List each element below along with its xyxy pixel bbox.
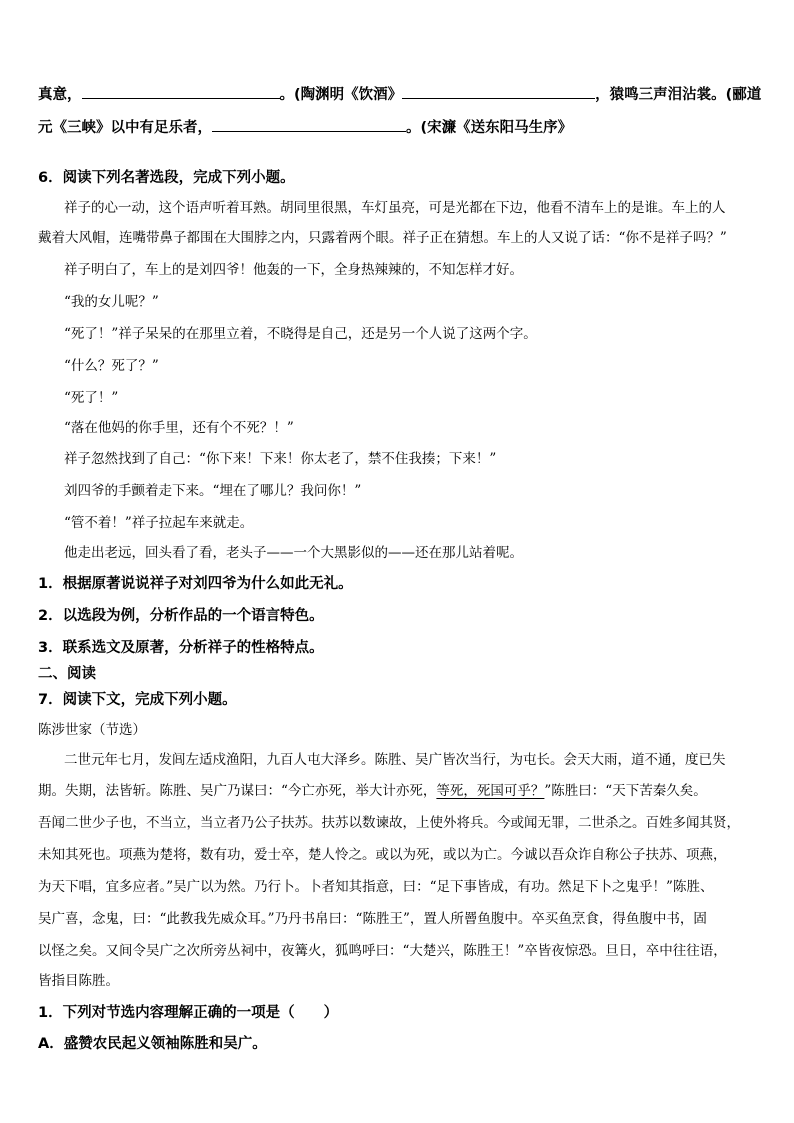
article-text: ”陈胜曰：“天下苦秦久矣。 <box>544 783 707 799</box>
question-7-title: 7．阅读下文，完成下列小题。 <box>38 692 237 708</box>
poem-fill-line-2 <box>38 116 572 137</box>
poem-source: 。(宋濂《送东阳马生序》 <box>406 120 573 136</box>
excerpt-paragraph: “我的女儿呢？” <box>64 294 159 310</box>
excerpt-paragraph: 戴着大风帽，连嘴带鼻子都围在大围脖之内，只露着两个眼。祥子正在猜想。车上的人又说了话：“你不是祥子吗？” <box>38 230 727 246</box>
subquestion: 3．联系选文及原著，分析祥子的性格特点。 <box>38 640 324 656</box>
article-title: 陈涉世家（节选） <box>38 722 146 738</box>
excerpt-paragraph: “死了！” <box>64 390 119 406</box>
subquestion: 2．以选段为例，分析作品的一个语言特色。 <box>38 608 324 624</box>
section-heading: 二、阅读 <box>38 666 96 682</box>
excerpt-paragraph: 祥子忽然找到了自己：“你下来！下来！你太老了，禁不住我揍；下来！” <box>64 451 497 467</box>
question-6-title: 6．阅读下列名著选段，完成下列小题。 <box>38 170 295 186</box>
option-a: A．盛赞农民起义领袖陈胜和吴广。 <box>38 1036 267 1052</box>
excerpt-paragraph: “死了！”祥子呆呆的在那里立着，不晓得是自己，还是另一个人说了这两个字。 <box>64 326 537 342</box>
article-line: 未知其死也。项燕为楚将，数有功，爱士卒，楚人怜之。或以为死，或以为亡。今诚以吾众诈自称公子扶苏、项燕， <box>38 847 727 863</box>
poem-text: ，猿鸣三声泪沾裳。(郦道 <box>595 87 762 103</box>
article-line: 皆指目陈胜。 <box>38 973 119 989</box>
subquestion-7-1: 1．下列对节选内容理解正确的一项是（ ） <box>38 1005 339 1021</box>
article-line: 以怪之矣。又间令吴广之次所旁丛祠中，夜篝火，狐鸣呼曰：“大楚兴，陈胜王！”卒皆夜惊恐。旦日，卒中往往语， <box>38 943 727 959</box>
excerpt-paragraph: 祥子明白了，车上的是刘四爷！他轰的一下，全身热辣辣的，不知怎样才好。 <box>64 262 523 278</box>
underlined-phrase: 等死，死国可乎？ <box>436 783 545 799</box>
answer-blank[interactable] <box>402 84 595 99</box>
article-text: 期。失期，法皆斩。陈胜、吴广乃谋曰：“今亡亦死，举大计亦死， <box>38 783 437 799</box>
excerpt-paragraph: “落在他妈的你手里，还有个不死？！” <box>64 420 294 436</box>
answer-blank[interactable] <box>212 117 406 132</box>
article-line: 二世元年七月，发闾左适戍渔阳，九百人屯大泽乡。陈胜、吴广皆次当行，为屯长。会天大雨，道不通，度已失 <box>64 752 726 768</box>
poem-fill-line-1 <box>38 83 761 104</box>
subquestion: 1．根据原著说说祥子对刘四爷为什么如此无礼。 <box>38 576 353 592</box>
excerpt-paragraph: “什么？死了？” <box>64 358 159 374</box>
poem-text: 真意， <box>38 87 82 103</box>
excerpt-paragraph: 他走出老远，回头看了看，老头子——一个大黑影似的——还在那儿站着呢。 <box>64 545 523 561</box>
answer-blank[interactable] <box>82 84 280 99</box>
article-line: 吴广喜，念鬼，曰：“此教我先威众耳。”乃丹书帛曰：“陈胜王”，置人所罾鱼腹中。卒买鱼烹食，得鱼腹中书，固 <box>38 911 707 927</box>
article-line: 为天下唱，宜多应者。”吴广以为然。乃行卜。卜者知其指意，曰：“足下事皆成，有功。然足下卜之鬼乎！”陈胜、 <box>38 879 714 895</box>
article-line <box>38 779 707 799</box>
poem-source: 。(陶渊明《饮酒》 <box>279 87 403 103</box>
excerpt-paragraph: 祥子的心一动，这个语声听着耳熟。胡同里很黑，车灯虽亮，可是光都在下边，他看不清车上的是谁。车上的人 <box>64 200 726 216</box>
poem-text: 元《三峡》以中有足乐者， <box>38 120 212 136</box>
article-line: 吾闻二世少子也，不当立，当立者乃公子扶苏。扶苏以数谏故，上使外将兵。今或闻无罪，二世杀之。百姓多闻其贤， <box>38 815 740 831</box>
excerpt-paragraph: “管不着！”祥子拉起车来就走。 <box>64 515 254 531</box>
excerpt-paragraph: 刘四爷的手颤着走下来。“埋在了哪儿？我问你！” <box>64 483 362 499</box>
